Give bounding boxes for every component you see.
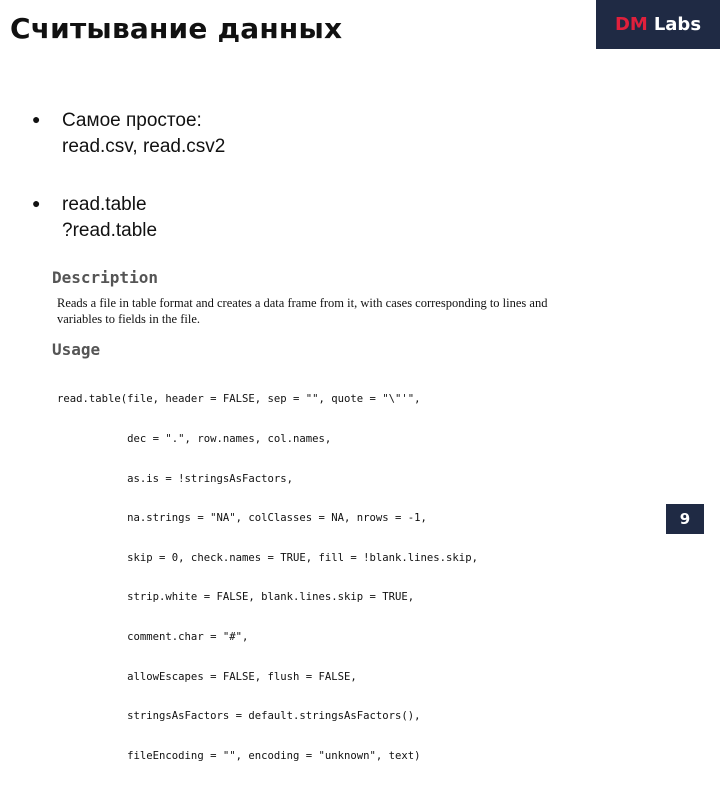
usage-code [57,367,572,790]
bullet-dot-icon: ● [32,111,41,127]
bullet-line: read.table [62,194,147,215]
code-line: read.table(file, header = FALSE, sep = "", quote = "\"'", [57,393,421,406]
bullet-line: Самое простое: [62,110,202,131]
bullet-item [32,108,225,160]
bullet-list [32,108,225,244]
dm-labs-logo [596,0,720,49]
description-heading: Description [52,268,158,287]
code-line: stringsAsFactors = default.stringsAsFactors(), [57,710,421,723]
code-line: fileEncoding = "", encoding = "unknown", text) [57,749,421,762]
description-text: Reads a file in table format and creates a data frame from it, with cases corresponding to lines and variables to fields in the file. [57,296,548,326]
page-number: 9 [666,504,704,534]
logo-dm: DM [614,14,648,35]
usage-heading: Usage [52,340,101,359]
code-line: skip = 0, check.names = TRUE, fill = !blank.lines.skip, [57,551,478,564]
code-line: strip.white = FALSE, blank.lines.skip = TRUE, [57,591,415,604]
r-help-screenshot [52,265,572,762]
code-line: as.is = !stringsAsFactors, [57,472,293,485]
bullet-dot-icon: ● [32,195,41,211]
bullet-line: ?read.table [62,220,158,241]
bullet-line: read.csv, read.csv2 [62,136,226,157]
code-line: comment.char = "#", [57,631,249,644]
bullet-item [32,192,225,244]
code-line: na.strings = "NA", colClasses = NA, nrows = -1, [57,512,427,525]
slide-title: Считывание данных [10,12,343,45]
logo-labs: Labs [653,14,702,35]
code-line: allowEscapes = FALSE, flush = FALSE, [57,670,357,683]
code-line: dec = ".", row.names, col.names, [57,433,332,446]
